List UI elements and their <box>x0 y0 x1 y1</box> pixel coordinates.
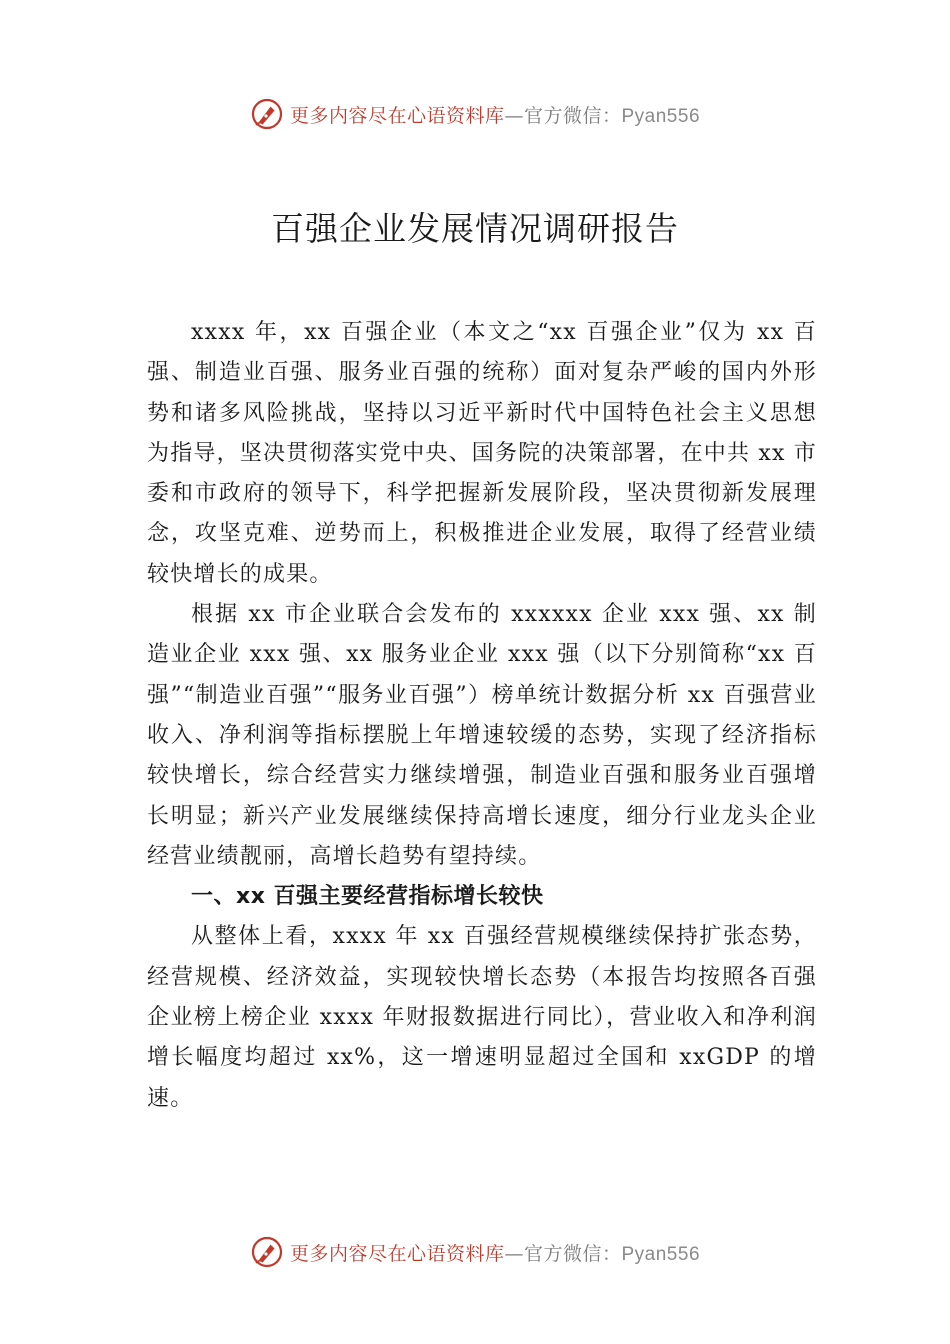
watermark-wechat-id: Pyan556 <box>621 1243 701 1265</box>
watermark-main-text: 更多内容尽在心语资料库 <box>289 1242 505 1265</box>
watermark-text <box>290 101 700 128</box>
watermark-wechat-id: Pyan556 <box>621 105 701 127</box>
watermark-official-text: —官方微信： <box>504 104 622 127</box>
section-paragraph: 从整体上看，xxxx 年 xx 百强经营规模继续保持扩张态势，经营规模、经济效益，实现较快增长态势（本报告均按照各百强企业榜上榜企业 xxxx 年财报数据进行同比），营业收入和净利润增长幅度均超过 xx%，这一增速明显超过全国和 xxGDP 的增速。 <box>147 924 817 1111</box>
watermark-main-text: 更多内容尽在心语资料库 <box>289 104 505 127</box>
document-body <box>147 313 817 1119</box>
watermark-footer <box>0 1232 950 1272</box>
document-title: 百强企业发展情况调研报告 <box>271 209 679 248</box>
watermark-text <box>290 1239 700 1266</box>
body-paragraph: xxxx 年，xx 百强企业（本文之“xx 百强企业”仅为 xx 百强、制造业百强、服务业百强的统称）面对复杂严峻的国内外形势和诸多风险挑战，坚持以习近平新时代中国特色社会主义思想为指导，坚决贯彻落实党中央、国务院的决策部署，在中共 xx 市委和市政府的领导下，科学把握新发展阶段，坚决贯彻新发展理念，攻坚克难、逆势而上，积极推进企业发展，取得了经营业绩较快增长的成果。 <box>147 320 818 587</box>
section-heading: 一、xx 百强主要经营指标增长较快 <box>191 884 544 910</box>
watermark-official-text: —官方微信： <box>504 1242 622 1265</box>
watermark-header <box>0 94 950 134</box>
pen-nib-logo-icon <box>250 1235 284 1269</box>
pen-nib-logo-icon <box>250 97 284 131</box>
body-paragraph: 根据 xx 市企业联合会发布的 xxxxxx 企业 xxx 强、xx 制造业企业 xxx 强、xx 服务业企业 xxx 强（以下分别简称“xx 百强”“制造业百强”“服务业百强”）榜单统计数据分析 xx 百强营业收入、净利润等指标摆脱上年增速较缓的态势，实现了经济指标较快增长，综合经营实力继续增强，制造业百强和服务业百强增长明显；新兴产业发展继续保持高增长速度，细分行业龙头企业经营业绩靓丽，高增长趋势有望持续。 <box>147 602 817 869</box>
